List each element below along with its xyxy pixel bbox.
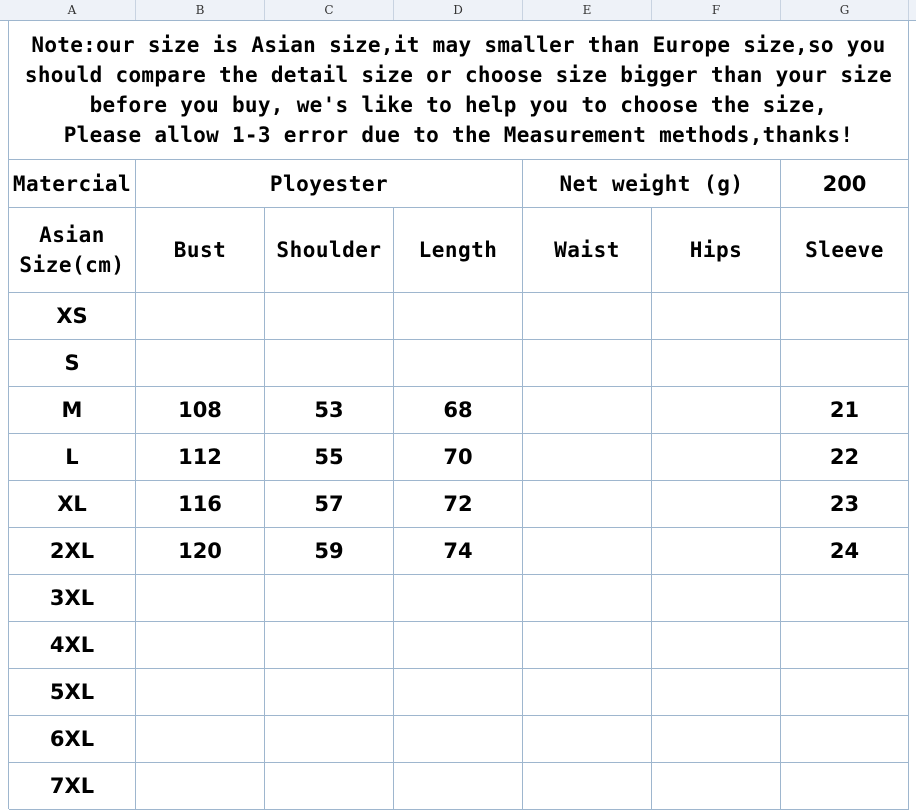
row-length-cell[interactable] bbox=[394, 293, 523, 340]
row-length-cell[interactable] bbox=[394, 763, 523, 810]
row-waist-cell[interactable] bbox=[523, 481, 652, 528]
row-bust-cell[interactable] bbox=[136, 293, 265, 340]
row-size-cell[interactable]: 4XL bbox=[9, 622, 136, 669]
row-bust-cell[interactable]: 108 bbox=[136, 387, 265, 434]
row-sleeve-cell[interactable] bbox=[781, 340, 909, 387]
column-header-a[interactable]: A bbox=[9, 0, 136, 20]
column-header-bar bbox=[0, 0, 916, 21]
row-hips-cell[interactable] bbox=[652, 481, 781, 528]
row-waist-cell[interactable] bbox=[523, 716, 652, 763]
row-size-cell[interactable]: L bbox=[9, 434, 136, 481]
column-header-c[interactable]: C bbox=[265, 0, 394, 20]
row-shoulder-cell[interactable] bbox=[265, 763, 394, 810]
row-bust-cell[interactable] bbox=[136, 763, 265, 810]
row-hips-cell[interactable] bbox=[652, 528, 781, 575]
row-sleeve-cell[interactable] bbox=[781, 575, 909, 622]
row-length-cell[interactable]: 68 bbox=[394, 387, 523, 434]
row-length-cell[interactable]: 72 bbox=[394, 481, 523, 528]
row-size-cell[interactable]: XS bbox=[9, 293, 136, 340]
row-shoulder-cell[interactable] bbox=[265, 669, 394, 716]
row-size-cell[interactable]: 6XL bbox=[9, 716, 136, 763]
row-bust-cell[interactable] bbox=[136, 340, 265, 387]
row-shoulder-cell[interactable]: 59 bbox=[265, 528, 394, 575]
row-sleeve-cell[interactable] bbox=[781, 669, 909, 716]
row-length-cell[interactable]: 70 bbox=[394, 434, 523, 481]
header-bust-cell[interactable]: Bust bbox=[136, 208, 265, 293]
row-size-cell[interactable]: XL bbox=[9, 481, 136, 528]
row-size-cell[interactable]: 7XL bbox=[9, 763, 136, 810]
row-bust-cell[interactable]: 120 bbox=[136, 528, 265, 575]
column-header-d[interactable]: D bbox=[394, 0, 523, 20]
material-label-cell[interactable]: Matercial bbox=[9, 160, 136, 208]
header-length-cell[interactable]: Length bbox=[394, 208, 523, 293]
row-waist-cell[interactable] bbox=[523, 622, 652, 669]
row-waist-cell[interactable] bbox=[523, 434, 652, 481]
row-bust-cell[interactable] bbox=[136, 575, 265, 622]
row-bust-cell[interactable] bbox=[136, 622, 265, 669]
column-header-e[interactable]: E bbox=[523, 0, 652, 20]
row-shoulder-cell[interactable] bbox=[265, 716, 394, 763]
row-hips-cell[interactable] bbox=[652, 293, 781, 340]
row-bust-cell[interactable]: 116 bbox=[136, 481, 265, 528]
net-weight-label-cell[interactable]: Net weight (g) bbox=[523, 160, 781, 208]
row-sleeve-cell[interactable] bbox=[781, 716, 909, 763]
column-header-f[interactable]: F bbox=[652, 0, 781, 20]
row-sleeve-cell[interactable] bbox=[781, 622, 909, 669]
row-waist-cell[interactable] bbox=[523, 293, 652, 340]
row-bust-cell[interactable]: 112 bbox=[136, 434, 265, 481]
header-hips-cell[interactable]: Hips bbox=[652, 208, 781, 293]
row-length-cell[interactable] bbox=[394, 669, 523, 716]
row-hips-cell[interactable] bbox=[652, 387, 781, 434]
row-size-cell[interactable]: 2XL bbox=[9, 528, 136, 575]
row-shoulder-cell[interactable]: 55 bbox=[265, 434, 394, 481]
row-waist-cell[interactable] bbox=[523, 340, 652, 387]
net-weight-value-cell[interactable]: 200 bbox=[781, 160, 909, 208]
row-size-cell[interactable]: S bbox=[9, 340, 136, 387]
row-sleeve-cell[interactable]: 24 bbox=[781, 528, 909, 575]
row-sleeve-cell[interactable]: 22 bbox=[781, 434, 909, 481]
material-value-cell[interactable]: Ployester bbox=[136, 160, 523, 208]
row-hips-cell[interactable] bbox=[652, 716, 781, 763]
header-shoulder-cell[interactable]: Shoulder bbox=[265, 208, 394, 293]
header-sleeve-cell[interactable]: Sleeve bbox=[781, 208, 909, 293]
column-header-b[interactable]: B bbox=[136, 0, 265, 20]
row-waist-cell[interactable] bbox=[523, 669, 652, 716]
row-hips-cell[interactable] bbox=[652, 434, 781, 481]
row-sleeve-cell[interactable]: 23 bbox=[781, 481, 909, 528]
row-size-cell[interactable]: 3XL bbox=[9, 575, 136, 622]
row-hips-cell[interactable] bbox=[652, 763, 781, 810]
row-waist-cell[interactable] bbox=[523, 387, 652, 434]
row-waist-cell[interactable] bbox=[523, 528, 652, 575]
row-shoulder-cell[interactable] bbox=[265, 340, 394, 387]
row-shoulder-cell[interactable]: 57 bbox=[265, 481, 394, 528]
row-shoulder-cell[interactable] bbox=[265, 622, 394, 669]
row-waist-cell[interactable] bbox=[523, 763, 652, 810]
row-hips-cell[interactable] bbox=[652, 340, 781, 387]
row-shoulder-cell[interactable]: 53 bbox=[265, 387, 394, 434]
row-bust-cell[interactable] bbox=[136, 716, 265, 763]
row-bust-cell[interactable] bbox=[136, 669, 265, 716]
row-size-cell[interactable]: 5XL bbox=[9, 669, 136, 716]
row-waist-cell[interactable] bbox=[523, 575, 652, 622]
row-shoulder-cell[interactable] bbox=[265, 575, 394, 622]
row-length-cell[interactable] bbox=[394, 622, 523, 669]
row-hips-cell[interactable] bbox=[652, 669, 781, 716]
row-hips-cell[interactable] bbox=[652, 575, 781, 622]
note-cell[interactable]: Note:our size is Asian size,it may smaller than Europe size,so you should compare the detail size or choose size bigger than your size before you buy, we's like to help you to choose the size, Please allow 1-3 error due to the Measurement methods,thanks! bbox=[9, 20, 909, 160]
row-hips-cell[interactable] bbox=[652, 622, 781, 669]
column-header-g[interactable]: G bbox=[781, 0, 909, 20]
header-size-cell[interactable]: Asian Size(cm) bbox=[9, 208, 136, 293]
row-sleeve-cell[interactable]: 21 bbox=[781, 387, 909, 434]
row-sleeve-cell[interactable] bbox=[781, 293, 909, 340]
row-header-strip bbox=[0, 20, 9, 809]
row-sleeve-cell[interactable] bbox=[781, 763, 909, 810]
row-length-cell[interactable] bbox=[394, 716, 523, 763]
header-waist-cell[interactable]: Waist bbox=[523, 208, 652, 293]
row-size-cell[interactable]: M bbox=[9, 387, 136, 434]
row-shoulder-cell[interactable] bbox=[265, 293, 394, 340]
row-length-cell[interactable]: 74 bbox=[394, 528, 523, 575]
row-length-cell[interactable] bbox=[394, 340, 523, 387]
row-length-cell[interactable] bbox=[394, 575, 523, 622]
